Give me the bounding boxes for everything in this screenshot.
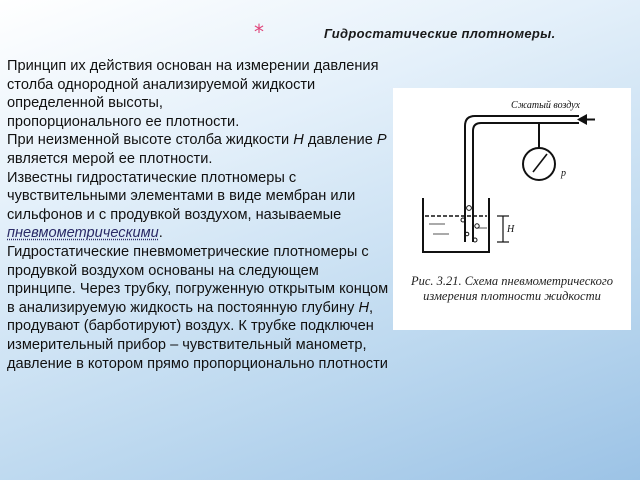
gauge-label: p (561, 168, 566, 179)
height-label: H (507, 224, 515, 235)
text-segment: . (158, 225, 163, 242)
paragraph-proportional: пропорционального ее плотности. (7, 113, 240, 130)
air-label: Сжатый воздух (511, 100, 580, 111)
pneumometric-link[interactable]: пневмометрическими (7, 225, 159, 242)
body-text (7, 57, 391, 373)
paragraph-principle: Принцип их действия основан на измерении давления столба однородной анализируемой жидкости определенной высоты, (7, 58, 379, 112)
paragraph-known (7, 169, 391, 243)
text-segment: Гидростатические пневмометрические плотномеры с продувкой воздухом основаны на следующем принципе. Через трубку, погруженную открытым концом в анализируемую жидкость на постоянную глубину (7, 243, 389, 316)
paragraph-principle-detail (7, 243, 391, 373)
bullet-asterisk: * (254, 20, 264, 44)
slide-title: Гидростатические плотномеры. (324, 26, 556, 41)
variable-h: Н (358, 299, 369, 316)
pipe-bend (465, 116, 481, 242)
text-segment: , продувают (барботируют) воздух. К трубке подключен измерительный прибор – чувствительный манометр, давление в котором прямо пропорционально плотности (7, 299, 388, 372)
figure-panel (393, 88, 631, 330)
text-segment: является мерой ее плотности. (7, 150, 213, 167)
text-segment: давление (303, 132, 377, 149)
variable-p: Р (376, 132, 387, 149)
paragraph-pressure (7, 131, 391, 168)
slide-title-row (0, 20, 640, 44)
bubble (467, 206, 472, 211)
text-segment: Известны гидростатические плотномеры с чувствительными элементами в виде мембран или сильфонов и с продувкой воздухом, называемые (7, 169, 356, 223)
variable-h: Н (293, 132, 304, 149)
text-segment: При неизменной высоте столба жидкости (7, 132, 294, 149)
figure-caption: Рис. 3.21. Схема пневмометрического измерения плотности жидкости (411, 274, 613, 303)
densitometer-diagram (393, 88, 631, 274)
